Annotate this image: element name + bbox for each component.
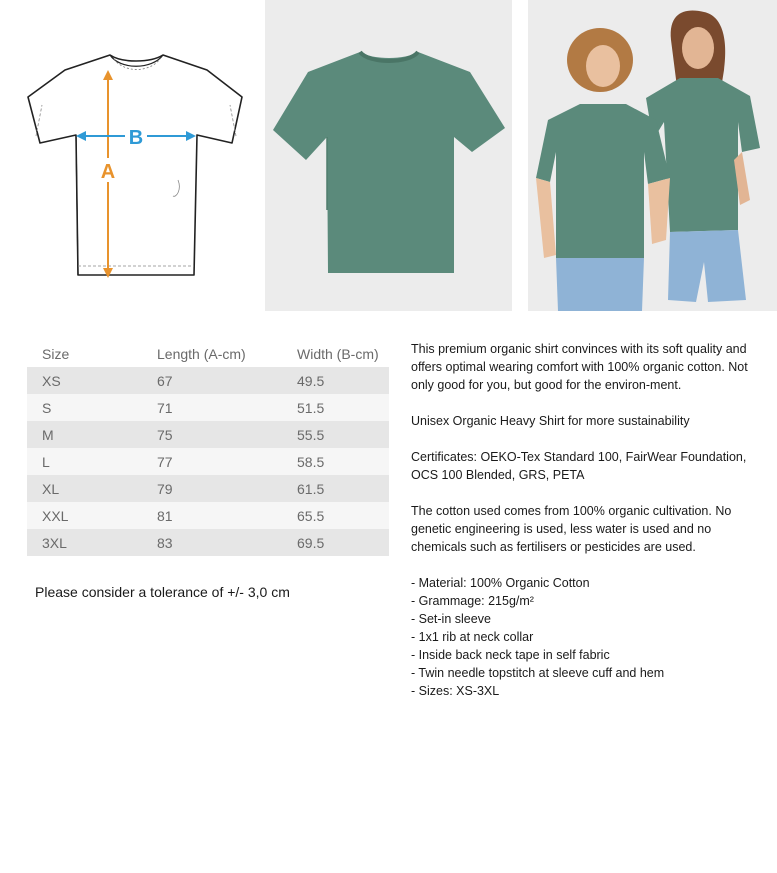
length-cell: 81 — [142, 502, 282, 529]
table-row — [27, 448, 389, 475]
list-item: - 1x1 rib at neck collar — [411, 630, 534, 644]
model-photo-panel — [528, 0, 777, 311]
tshirt-product-body — [273, 52, 505, 273]
size-cell: XS — [27, 367, 142, 394]
list-item: - Inside back neck tape in self fabric — [411, 648, 610, 662]
size-cell: M — [27, 421, 142, 448]
models-wearing-tshirts-image — [528, 0, 777, 311]
right-model-face — [682, 27, 714, 69]
header-width: Width (B-cm) — [297, 345, 379, 362]
right-model-jeans — [668, 230, 746, 302]
table-row — [27, 475, 389, 502]
left-model-face — [586, 45, 620, 87]
width-cell: 55.5 — [282, 421, 389, 448]
length-cell: 75 — [142, 421, 282, 448]
length-cell: 83 — [142, 529, 282, 556]
width-cell: 61.5 — [282, 475, 389, 502]
list-item: - Grammage: 215g/m² — [411, 594, 534, 608]
tolerance-note: Please consider a tolerance of +/- 3,0 cm — [35, 584, 290, 600]
left-model-tshirt — [536, 104, 670, 258]
list-item: - Material: 100% Organic Cotton — [411, 576, 590, 590]
size-cell: L — [27, 448, 142, 475]
tshirt-outline — [28, 55, 242, 275]
width-cell: 49.5 — [282, 367, 389, 394]
tshirt-measurement-diagram — [0, 0, 258, 311]
description-intro: This premium organic shirt convinces with its soft quality and offers optimal wearing comfort with 100% organic cotton. Not only good for you, but good for the environ-ment. — [411, 342, 748, 392]
feature-list — [411, 574, 761, 700]
list-item: - Sizes: XS-3XL — [411, 684, 500, 698]
product-photo-panel — [265, 0, 512, 311]
size-table-header — [27, 340, 389, 367]
size-diagram-panel — [0, 0, 258, 311]
list-item: - Set-in sleeve — [411, 612, 491, 626]
description-certificates: Certificates: OEKO-Tex Standard 100, FairWear Foundation, OCS 100 Blended, GRS, PETA — [411, 450, 747, 482]
width-cell: 51.5 — [282, 394, 389, 421]
tshirt-product-collar — [360, 52, 418, 61]
left-model-right-arm — [648, 178, 670, 244]
table-row — [27, 394, 389, 421]
table-row — [27, 502, 389, 529]
table-row — [27, 421, 389, 448]
length-cell: 79 — [142, 475, 282, 502]
length-label: A — [100, 161, 116, 183]
table-row — [27, 529, 389, 556]
table-row — [27, 367, 389, 394]
width-label: B — [128, 127, 144, 149]
length-cell: 77 — [142, 448, 282, 475]
left-model-jeans — [556, 258, 644, 311]
length-cell: 67 — [142, 367, 282, 394]
left-model-left-arm — [536, 178, 556, 258]
product-description — [411, 340, 761, 700]
length-cell: 71 — [142, 394, 282, 421]
width-cell: 65.5 — [282, 502, 389, 529]
description-cotton: The cotton used comes from 100% organic cultivation. No genetic engineering is used, less water is used and no chemicals such as fertilisers or pesticides are used. — [411, 504, 732, 554]
size-cell: 3XL — [27, 529, 142, 556]
list-item: - Twin needle topstitch at sleeve cuff and hem — [411, 666, 665, 680]
tshirt-product-image — [265, 0, 512, 311]
width-cell: 69.5 — [282, 529, 389, 556]
size-cell: XL — [27, 475, 142, 502]
header-length: Length (A-cm) — [157, 345, 246, 362]
width-cell: 58.5 — [282, 448, 389, 475]
size-table — [27, 340, 389, 556]
size-cell: S — [27, 394, 142, 421]
size-cell: XXL — [27, 502, 142, 529]
header-size: Size — [42, 345, 70, 362]
description-tagline: Unisex Organic Heavy Shirt for more sustainability — [411, 414, 690, 428]
